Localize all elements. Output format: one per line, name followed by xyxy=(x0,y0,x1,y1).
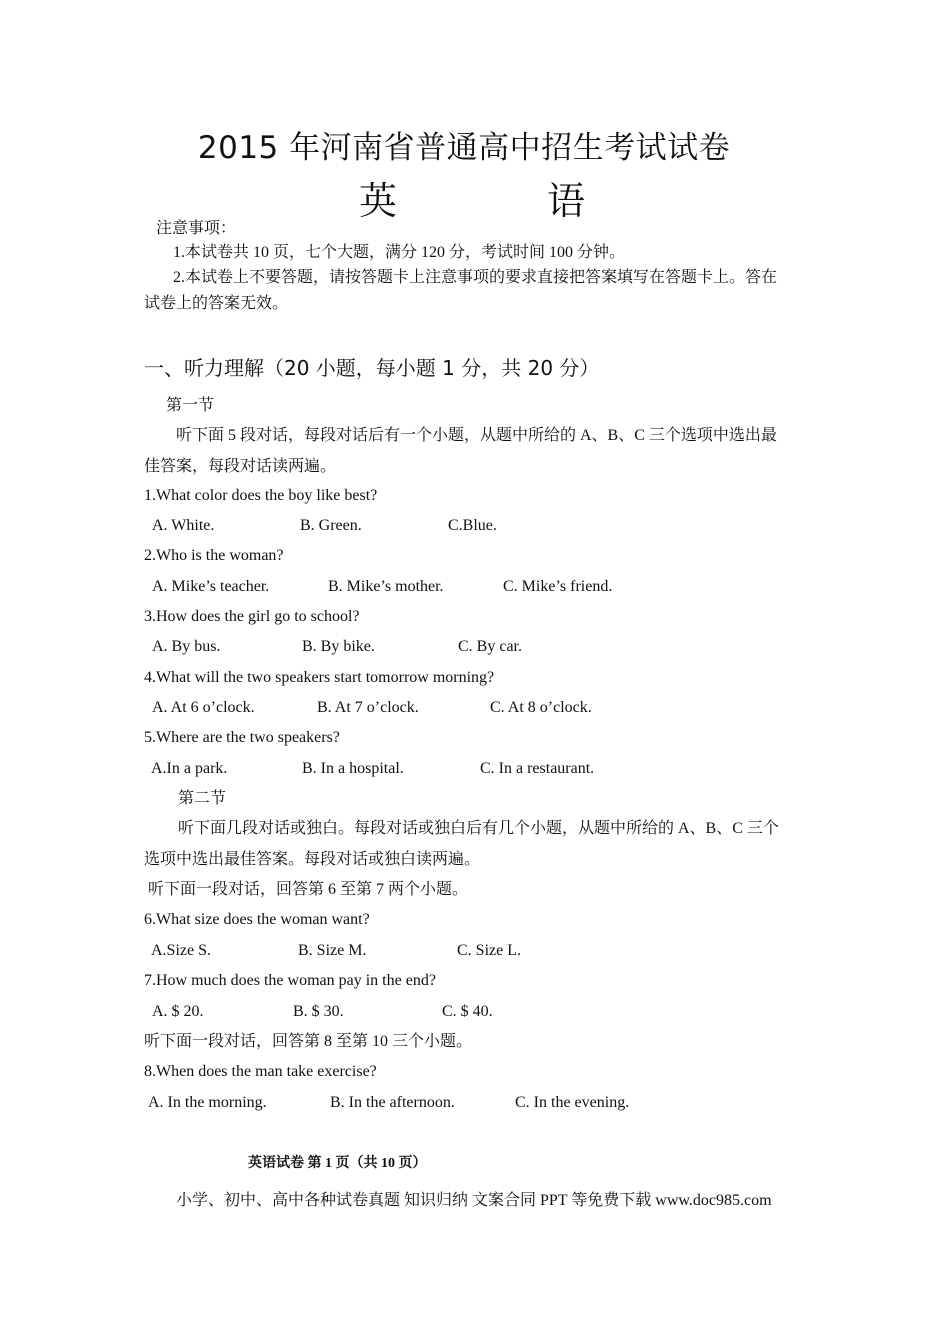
part-2-label: 第二节 xyxy=(178,790,227,807)
subject-char-1: 英 xyxy=(359,179,398,223)
notice-heading: 注意事项： xyxy=(156,220,237,237)
q7-option-a: A. $ 20. xyxy=(152,1003,204,1020)
question-2: 2.Who is the woman? xyxy=(144,547,284,564)
q1-option-a: A. White. xyxy=(152,517,215,534)
q5-option-a: A.In a park. xyxy=(151,760,228,777)
q1-option-c: C.Blue. xyxy=(448,517,497,534)
q8-option-c: C. In the evening. xyxy=(515,1094,630,1111)
q1-option-b: B. Green. xyxy=(300,517,362,534)
question-7: 7.How much does the woman pay in the end? xyxy=(144,972,436,989)
q7-option-c: C. $ 40. xyxy=(442,1003,493,1020)
q6-option-b: B. Size M. xyxy=(298,942,367,959)
q3-option-a: A. By bus. xyxy=(152,638,221,655)
page-footer: 英语试卷 第 1 页（共 10 页） xyxy=(248,1156,427,1171)
question-8: 8.When does the man take exercise? xyxy=(144,1063,377,1080)
q5-option-c: C. In a restaurant. xyxy=(480,760,595,777)
part-2-instruction-line-2: 选项中选出最佳答案。每段对话或独白读两遍。 xyxy=(144,851,481,868)
dialogue-6-7-instruction: 听下面一段对话，回答第 6 至第 7 两个小题。 xyxy=(148,881,469,898)
q8-option-a: A. In the morning. xyxy=(148,1094,267,1111)
q4-option-a: A. At 6 o’clock. xyxy=(152,699,255,716)
notice-item-2-line-1: 2.本试卷上不要答题，请按答题卡上注意事项的要求直接把答案填写在答题卡上。答在 xyxy=(173,269,778,286)
q3-option-b: B. By bike. xyxy=(302,638,375,655)
dialogue-8-10-instruction: 听下面一段对话，回答第 8 至第 10 三个小题。 xyxy=(144,1033,473,1050)
notice-item-1: 1.本试卷共 10 页，七个大题，满分 120 分，考试时间 100 分钟。 xyxy=(173,244,626,261)
question-1: 1.What color does the boy like best? xyxy=(144,487,378,504)
exam-title: 2015 年河南省普通高中招生考试试卷 xyxy=(197,130,731,166)
q2-option-a: A. Mike’s teacher. xyxy=(152,578,270,595)
q6-option-c: C. Size L. xyxy=(457,942,521,959)
q4-option-b: B. At 7 o’clock. xyxy=(317,699,419,716)
section-1-title: 一、听力理解（20 小题，每小题 1 分，共 20 分） xyxy=(144,356,600,380)
q5-option-b: B. In a hospital. xyxy=(302,760,404,777)
question-5: 5.Where are the two speakers? xyxy=(144,729,340,746)
subject-char-2: 语 xyxy=(547,179,586,223)
part-1-label: 第一节 xyxy=(166,397,215,414)
question-4: 4.What will the two speakers start tomorrow morning? xyxy=(144,669,495,686)
part-1-instruction-line-1: 听下面 5 段对话，每段对话后有一个小题，从题中所给的 A、B、C 三个选项中选出最 xyxy=(176,427,777,444)
q6-option-a: A.Size S. xyxy=(151,942,211,959)
part-2-instruction-line-1: 听下面几段对话或独白。每段对话或独白后有几个小题，从题中所给的 A、B、C 三个 xyxy=(178,820,779,837)
q2-option-c: C. Mike’s friend. xyxy=(503,578,613,595)
q8-option-b: B. In the afternoon. xyxy=(330,1094,455,1111)
q3-option-c: C. By car. xyxy=(458,638,522,655)
q7-option-b: B. $ 30. xyxy=(293,1003,344,1020)
question-6: 6.What size does the woman want? xyxy=(144,911,370,928)
q2-option-b: B. Mike’s mother. xyxy=(328,578,444,595)
part-1-instruction-line-2: 佳答案，每段对话读两遍。 xyxy=(144,458,337,475)
notice-item-2-line-2: 试卷上的答案无效。 xyxy=(144,295,289,312)
question-3: 3.How does the girl go to school? xyxy=(144,608,360,625)
download-ad: 小学、初中、高中各种试卷真题 知识归纳 文案合同 PPT 等免费下载 www.doc985.com xyxy=(176,1192,772,1209)
q4-option-c: C. At 8 o’clock. xyxy=(490,699,592,716)
